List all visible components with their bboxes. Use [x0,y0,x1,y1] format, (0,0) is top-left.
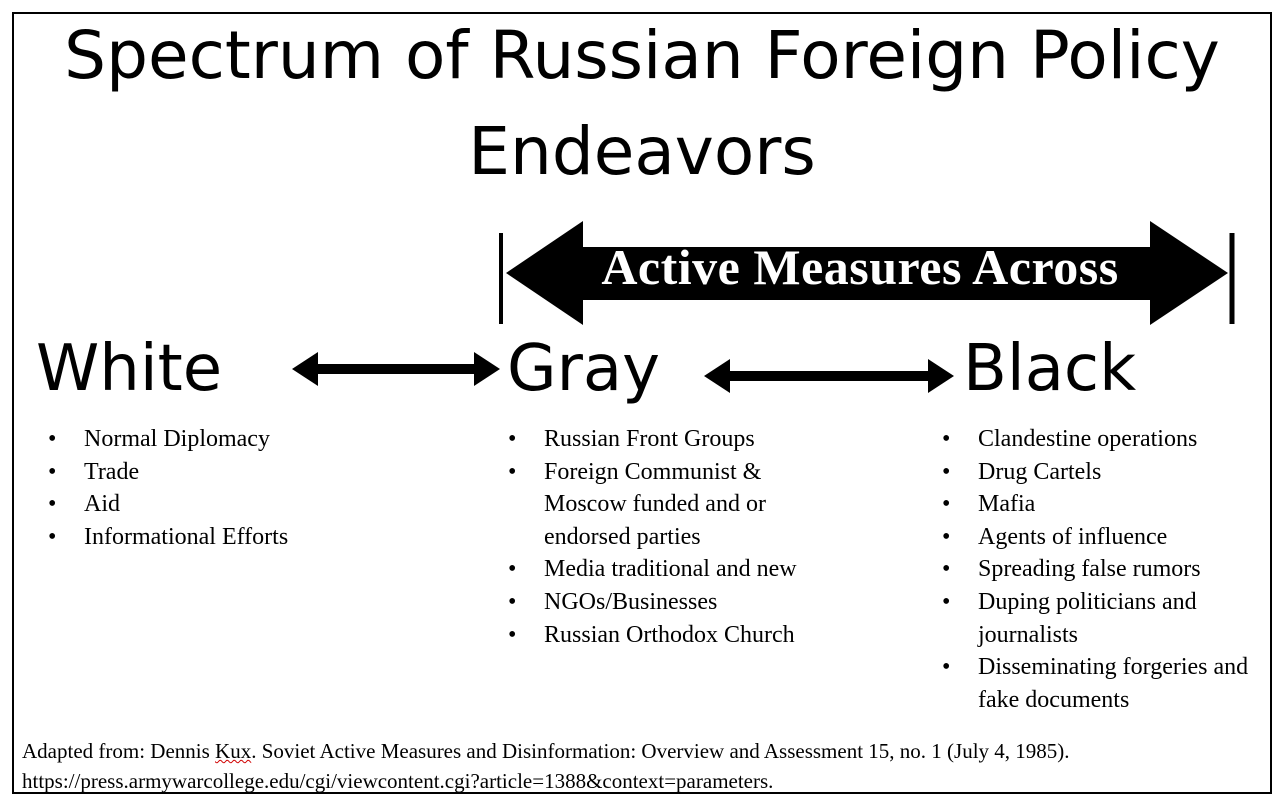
list-item: • Mafia [940,488,1255,521]
list-item: • Informational Efforts [46,521,466,554]
list-item: • Russian Orthodox Church [506,619,836,652]
citation-prefix: Adapted from: Dennis [22,739,216,763]
list-item: • NGOs/Businesses [506,586,836,619]
citation-line [22,736,1252,766]
gray-list [506,423,836,651]
black-list [940,423,1255,716]
list-item: • Drug Cartels [940,456,1255,489]
heading-black: Black [963,332,1137,406]
list-item: • Normal Diplomacy [46,423,466,456]
banner-label: Active Measures Across [601,239,1119,295]
list-item: • Media traditional and new [506,553,836,586]
list-item: • Disseminating forgeries and fake documents [940,651,1255,716]
white-list [46,423,466,553]
slide-title: Spectrum of Russian Foreign Policy Endeavors [64,17,1220,190]
source-citation [22,736,1252,796]
heading-white: White [36,332,223,406]
list-item: • Spreading false rumors [940,553,1255,586]
list-item: • Duping politicians and journalists [940,586,1255,651]
list-item: • Aid [46,488,466,521]
list-item: • Agents of influence [940,521,1255,554]
heading-gray: Gray [507,332,660,406]
citation-author-surname: Kux [215,739,252,763]
list-item: • Russian Front Groups [506,423,836,456]
list-item: • Trade [46,456,466,489]
list-item: • Foreign Communist & Moscow funded and or endorsed parties [506,456,836,554]
citation-url: https://press.armywarcollege.edu/cgi/viewcontent.cgi?article=1388&context=parameters. [22,769,774,793]
list-item: • Clandestine operations [940,423,1255,456]
citation-rest: . Soviet Active Measures and Disinformation: Overview and Assessment 15, no. 1 (July 4, 1985). [251,739,1070,763]
